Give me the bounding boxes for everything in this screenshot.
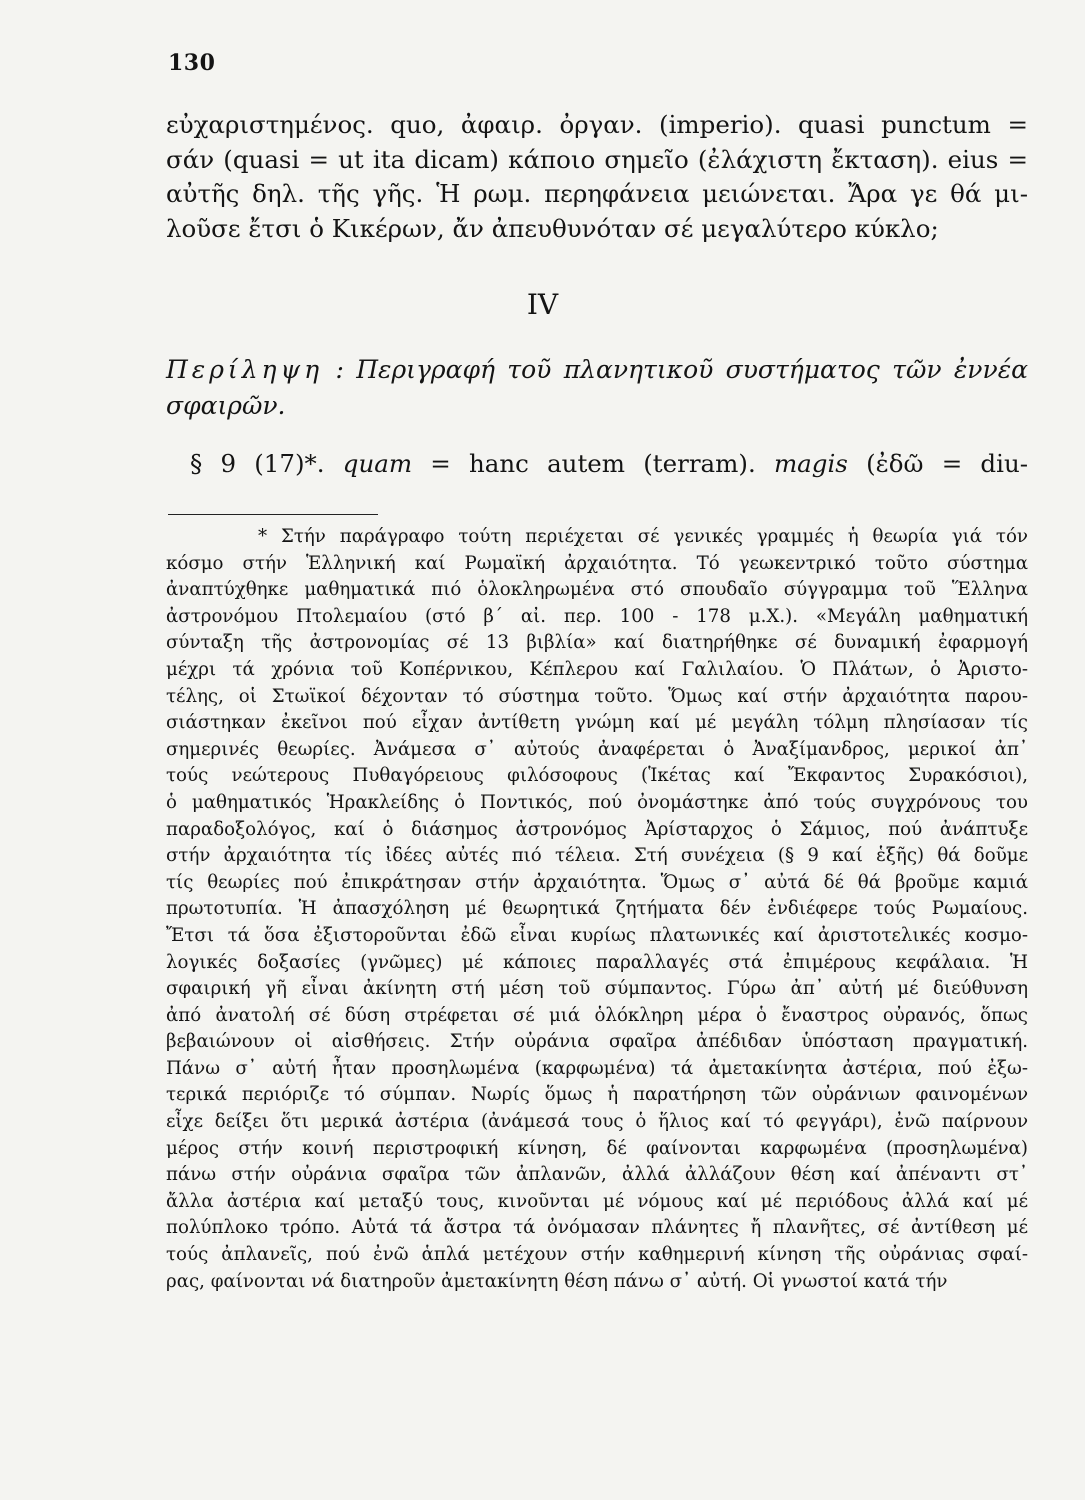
footnote-line: βεβαιώνουν οἱ αἰσθήσεις. Στήν οὐράνια σφαῖρα ἀπέδιδαν ὑπόσταση πραγματική.	[166, 1031, 1028, 1053]
main-text	[166, 108, 1028, 246]
footnote-line: σφαιρική γῆ εἶναι ἀκίνητη στή μέση τοῦ σύμπαντος. Γύρω ἀπ᾽ αὐτή μέ διεύθυνση	[166, 978, 1028, 1000]
footnote-rule	[168, 514, 378, 515]
latin-word: quam	[342, 449, 413, 478]
footnote-line: τούς ἀπλανεῖς, πού ἐνῶ ἁπλά μετέχουν στήν καθημερινή κίνηση τῆς οὐράνιας σφαί-	[166, 1244, 1028, 1266]
footnote-line: παραδοξολόγος, καί ὁ διάσημος ἀστρονόμος Ἀρίσταρχος ὁ Σάμιος, πού ἀνάπτυξε	[166, 818, 1028, 840]
summary-line: σφαιρῶν.	[166, 391, 286, 420]
footnote-line: Ἔτσι τά ὅσα ἐξιστοροῦνται ἐδῶ εἶναι κυρίως πλατωνικές καί ἀριστοτελικές κοσμο-	[166, 924, 1028, 946]
footnote-line: πρωτοτυπία. Ἡ ἀπασχόληση μέ θεωρητικά ζητήματα δέν ἐνδιέφερε τούς Ρωμαίους.	[166, 898, 1028, 920]
footnote-line: ἀστρονόμου Πτολεμαίου (στό β΄ αἰ. περ. 100 - 178 μ.Χ.). «Μεγάλη μαθηματική	[166, 605, 1028, 627]
summary	[166, 352, 1028, 424]
footnote-line: πάνω στήν οὐράνια σφαῖρα τῶν ἀπλανῶν, ἀλλά ἀλλάζουν θέση καί ἀπέναντι στ᾽	[166, 1164, 1028, 1186]
section-line	[190, 449, 1028, 478]
footnote-line: τερικά περιόριζε τό σύμπαν. Νωρίς ὅμως ἡ παρατήρηση τῶν οὐράνιων φαινομένων	[166, 1084, 1028, 1106]
footnote-line: μέρος στήν κοινή περιστροφική κίνηση, δέ φαίνονται καρφωμένα (προσηλωμένα)	[166, 1137, 1028, 1159]
footnote-line: * Στήν παράγραφο τούτη περιέχεται σέ γενικές γραμμές ἡ θεωρία γιά τόν	[258, 526, 1028, 547]
footnote-line: στήν ἀρχαιότητα τίς ἰδέες αὐτές πιό τέλεια. Στή συνέχεια (§ 9 καί ἑξῆς) θά δοῦμε	[166, 845, 1028, 867]
footnote-line: εἶχε δείξει ὅτι μερικά ἀστέρια (ἀνάμεσά τους ὁ ἥλιος καί τό φεγγάρι), ἐνῶ παίρνουν	[166, 1111, 1028, 1133]
section-marker: § 9 (17)*.	[190, 449, 325, 478]
footnote-line: μέχρι τά χρόνια τοῦ Κοπέρνικου, Κέπλερου καί Γαλιλαίου. Ὁ Πλάτων, ὁ Ἀριστο-	[166, 658, 1028, 680]
footnote-line: ἀναπτύχθηκε μαθηματικά πιό ὁλοκληρωμένα στό σπουδαῖο σύγγραμμα τοῦ Ἕλληνα	[166, 579, 1028, 601]
footnote-line: τούς νεώτερους Πυθαγόρειους φιλόσοφους (Ἱκέτας καί Ἔκφαντος Συρακόσιοι),	[166, 765, 1028, 787]
footnote-line: ἄλλα ἀστέρια καί μεταξύ τους, κινοῦνται μέ νόμους καί μέ περιόδους ἀλλά καί μέ	[166, 1190, 1028, 1212]
footnote-line: πολύπλοκο τρόπο. Αὐτά τά ἄστρα τά ὀνόμασαν πλάνητες ἤ πλανῆτες, σέ ἀντίθεση μέ	[166, 1217, 1028, 1239]
footnote-line: κόσμο στήν Ἑλληνική καί Ρωμαϊκή ἀρχαιότητα. Τό γεωκεντρικό τοῦτο σύστημα	[166, 552, 1028, 574]
summary-label: Περίληψη	[166, 355, 324, 384]
footnote-line: τίς θεωρίες πού ἐπικράτησαν στήν ἀρχαιότητα. Ὅμως σ᾽ αὐτά δέ θά βροῦμε καμιά	[166, 871, 1028, 893]
footnote-line: Πάνω σ᾽ αὐτή ἦταν προσηλωμένα (καρφωμένα) τά ἀμετακίνητα ἀστέρια, πού ἐξω-	[166, 1057, 1028, 1079]
summary-text: : Περιγραφή τοῦ πλανητικοῦ συστήματος τῶν ἐννέα	[335, 355, 1028, 384]
footnote-line: σημερινές θεωρίες. Ἀνάμεσα σ᾽ αὐτούς ἀναφέρεται ὁ Ἀναξίμανδρος, μερικοί ἀπ᾽	[166, 738, 1028, 760]
latin-word: magis	[773, 449, 848, 478]
section-tail: (ἐδῶ = diu-	[866, 449, 1029, 478]
footnote-line: σιάστηκαν ἐκεῖνοι πού εἶχαν ἀντίθετη γνώμη καί μέ μεγάλη τόλμη πλησίασαν τίς	[166, 712, 1028, 734]
main-line: αὐτῆς δηλ. τῆς γῆς. Ἡ ρωμ. περηφάνεια μειώνεται. Ἄρα γε θά μι-	[166, 179, 1028, 208]
footnote-line: ἀπό ἀνατολή σέ δύση στρέφεται σέ μιά ὁλόκληρη μέρα ὁ ἔναστρος οὐρανός, ὅπως	[166, 1004, 1028, 1026]
footnote-line: ὁ μαθηματικός Ἡρακλείδης ὁ Ποντικός, πού ὀνομάστηκε ἀπό τούς συγχρόνους του	[166, 791, 1028, 813]
page-number: 130	[168, 50, 216, 76]
section-text: = hanc autem (terram).	[430, 449, 756, 478]
footnote	[166, 524, 1028, 1295]
footnote-line: ρας, φαίνονται νά διατηροῦν ἀμετακίνητη θέση πάνω σ᾽ αὐτή. Οἱ γνωστοί κατά τήν	[166, 1270, 948, 1292]
main-line: εὐχαριστημένος. quo, ἀφαιρ. ὀργαν. (imperio). quasi punctum =	[166, 110, 1028, 139]
summary-line	[166, 352, 1028, 388]
footnote-line: σύνταξη τῆς ἀστρονομίας σέ 13 βιβλία» καί διατηρήθηκε σέ δυναμική ἐφαρμογή	[166, 632, 1028, 654]
main-line: σάν (quasi = ut ita dicam) κάποιο σημεῖο (ἐλάχιστη ἔκταση). eius =	[166, 144, 1028, 174]
main-line: λοῦσε ἔτσι ὁ Κικέρων, ἄν ἀπευθυνόταν σέ μεγαλύτερο κύκλο;	[166, 213, 939, 243]
section-heading: IV	[526, 288, 559, 321]
footnote-line: λογικές δοξασίες (γνῶμες) μέ κάποιες παραλλαγές στά ἐπιμέρους κεφάλαια. Ἡ	[166, 951, 1028, 973]
footnote-line: τέλης, οἱ Στωϊκοί δέχονταν τό σύστημα τοῦτο. Ὅμως καί στήν ἀρχαιότητα παρου-	[166, 685, 1028, 707]
